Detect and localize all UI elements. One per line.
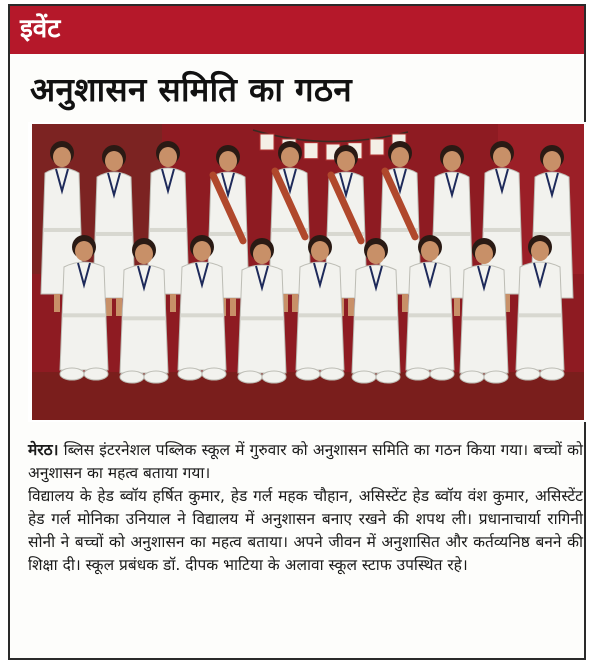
- article-headline: अनुशासन समिति का गठन: [30, 70, 353, 109]
- section-band: [10, 6, 584, 54]
- bunting-flag: [370, 139, 384, 155]
- article-text: ब्लिस इंटरनेशल पब्लिक स्कूल में गुरुवार को अनुशासन समिति का गठन किया गया। बच्चों को अनुशासन का महत्व बताया गया।: [28, 441, 583, 482]
- bunting-flag: [304, 143, 318, 159]
- group-photo: [28, 122, 588, 422]
- bunting-flag: [260, 134, 274, 150]
- group-photo-illustration: [28, 122, 588, 422]
- article-body: [28, 439, 583, 577]
- section-label: इवेंट: [20, 14, 61, 44]
- newspaper-clipping: [8, 4, 586, 660]
- article-dateline: मेरठ।: [28, 441, 59, 459]
- article-paragraph: विद्यालय के हेड ब्वॉय हर्षित कुमार, हेड गर्ल महक चौहान, असिस्टेंट हेड ब्वॉय वंश कुमार, असिस्टेंट हेड गर्ल मोनिका उनियाल ने विद्यालय में अनुशासन बनाए रखने की शपथ ली। प्रधानाचार्या रागिनी सोनी ने बच्चों को अनुशासन का महत्व बताया। अपने जीवन में अनुशासित और कर्तव्यनिष्ठ बनने की शिक्षा दी। स्कूल प्रबंधक डॉ. दीपक भाटिया के अलावा स्कूल स्टाफ उपस्थित रहे।: [28, 487, 583, 574]
- article-paragraph: [28, 439, 583, 485]
